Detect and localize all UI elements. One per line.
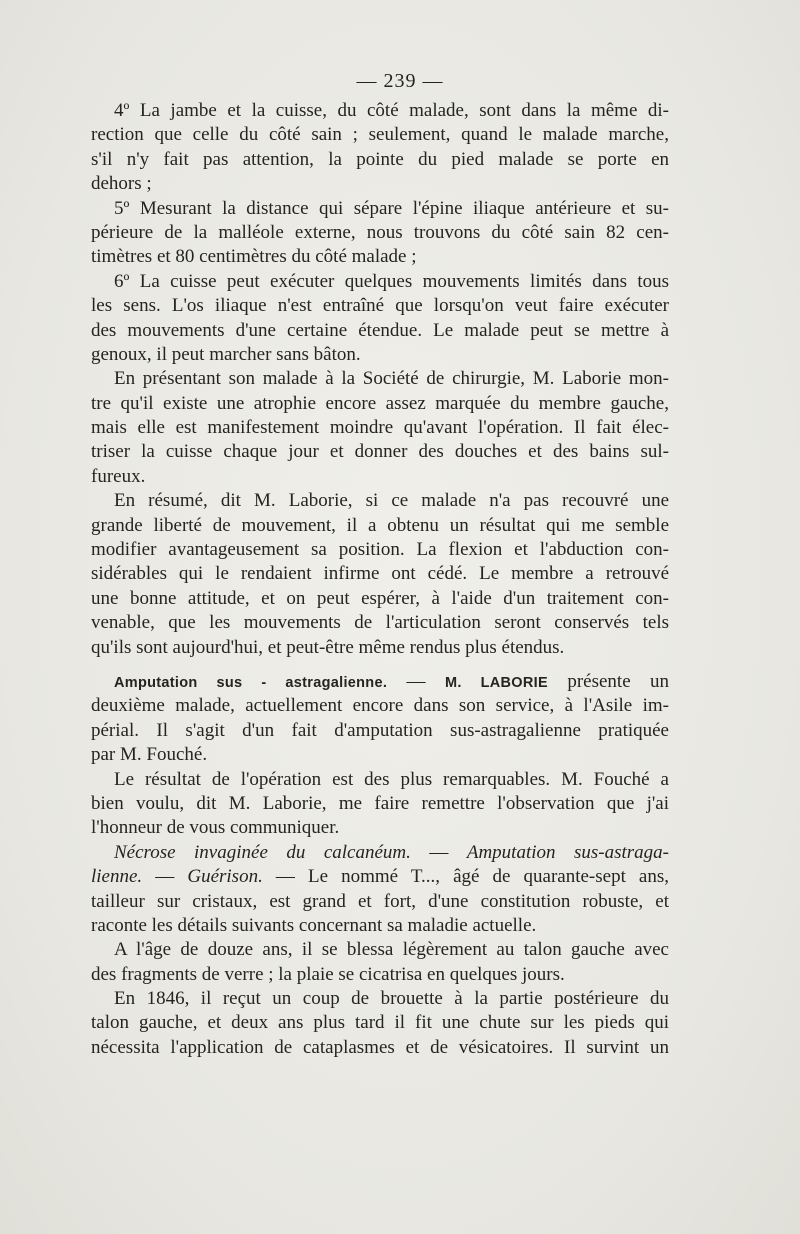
text-line: A l'âge de douze ans, il se blessa légèrement au talon gauche avec: [114, 939, 669, 961]
text-line: tailleur sur cristaux, est grand et fort, d'une constitution robuste, et: [91, 890, 669, 912]
title-dash: —: [275, 866, 295, 888]
observation-subtitle: Amputation sus-astraga-: [466, 841, 669, 863]
text-line: dehors ;: [91, 173, 152, 195]
text-line: périeure de la malléole externe, nous trouvons du côté sain 82 cen-: [91, 221, 669, 243]
text-line: genoux, il peut marcher sans bâton.: [91, 343, 361, 365]
page-body: [91, 99, 669, 1060]
text-line: s'il n'y fait pas attention, la pointe du pied malade se porte en: [91, 148, 669, 170]
text-line: En 1846, il reçut un coup de brouette à la partie postérieure du: [114, 988, 669, 1010]
text-line: mais elle est manifestement moindre qu'avant l'opération. Il fait élec-: [91, 417, 669, 439]
text-line: tre qu'il existe une atrophie encore assez marquée du membre gauche,: [91, 392, 669, 414]
text-line: raconte les détails suivants concernant sa maladie actuelle.: [91, 914, 537, 936]
text-line: sidérables qui le rendaient infirme ont cédé. Le membre a retrouvé: [91, 563, 669, 585]
text-line: des fragments de verre ; la plaie se cicatrisa en quelques jours.: [91, 963, 565, 985]
text-line: timètres et 80 centimètres du côté malade ;: [91, 246, 417, 268]
text-line: une bonne attitude, et on peut espérer, à l'aide d'un traitement con-: [91, 587, 669, 609]
observation-title-cont: lienne.: [91, 866, 143, 888]
text-line: 5º Mesurant la distance qui sépare l'épine iliaque antérieure et su-: [114, 197, 669, 219]
observation-outcome: Guérison.: [187, 866, 263, 888]
heading-rest: présente un: [567, 670, 669, 692]
text-line: grande liberté de mouvement, il a obtenu un résultat qui me semble: [91, 514, 669, 536]
heading-dash: —: [406, 670, 426, 692]
text-line: des mouvements d'une certaine étendue. Le malade peut se mettre à: [91, 319, 669, 341]
text-line: qu'ils sont aujourd'hui, et peut-être même rendus plus étendus.: [91, 636, 565, 658]
observation-title-line: [91, 841, 669, 865]
text-line: nécessita l'application de cataplasmes et de vésicatoires. Il survint un: [91, 1036, 669, 1058]
section-heading: Amputation sus - astragalienne.: [114, 674, 388, 691]
text-line: rection que celle du côté sain ; seulement, quand le malade marche,: [91, 124, 669, 146]
observation-title: Nécrose invaginée du calcanéum.: [114, 841, 411, 863]
text-line: fureux.: [91, 465, 146, 487]
text-line: 4º La jambe et la cuisse, du côté malade, sont dans la même di-: [114, 100, 669, 121]
text-line: Le résultat de l'opération est des plus remarquables. M. Fouché a: [114, 768, 669, 790]
text-line: modifier avantageusement sa position. La flexion et l'abduction con-: [91, 539, 669, 561]
text-line: talon gauche, et deux ans plus tard il fit une chute sur les pieds qui: [91, 1012, 669, 1034]
title-dash: —: [155, 866, 175, 888]
section-heading-line: [91, 670, 669, 694]
text-line: périal. Il s'agit d'un fait d'amputation sus-astragalienne pratiquée: [91, 719, 669, 741]
observation-second-line: [91, 865, 669, 889]
text-line: bien voulu, dit M. Laborie, me faire remettre l'observation que j'ai: [91, 792, 669, 814]
text-line: venable, que les mouvements de l'articulation seront conservés tels: [91, 612, 669, 634]
text-line: deuxième malade, actuellement encore dans son service, à l'Asile im-: [91, 695, 669, 717]
text-line: En présentant son malade à la Société de chirurgie, M. Laborie mon-: [114, 368, 669, 390]
observation-intro: Le nommé T..., âgé de quarante-sept ans,: [307, 866, 669, 888]
title-dash: —: [429, 841, 449, 863]
text-line: l'honneur de vous communiquer.: [91, 817, 340, 839]
text-line: 6º La cuisse peut exécuter quelques mouvements limités dans tous: [114, 270, 669, 292]
page-number: — 239 —: [356, 70, 444, 92]
text-line: par M. Fouché.: [91, 744, 208, 766]
text-line: les sens. L'os iliaque n'est entraîné que lorsqu'on veut faire exécuter: [91, 295, 669, 317]
text-line: En résumé, dit M. Laborie, si ce malade n'a pas recouvré une: [114, 490, 669, 512]
section-author: M. LABORIE: [444, 674, 548, 691]
text-line: triser la cuisse chaque jour et donner des douches et des bains sul-: [91, 441, 669, 463]
